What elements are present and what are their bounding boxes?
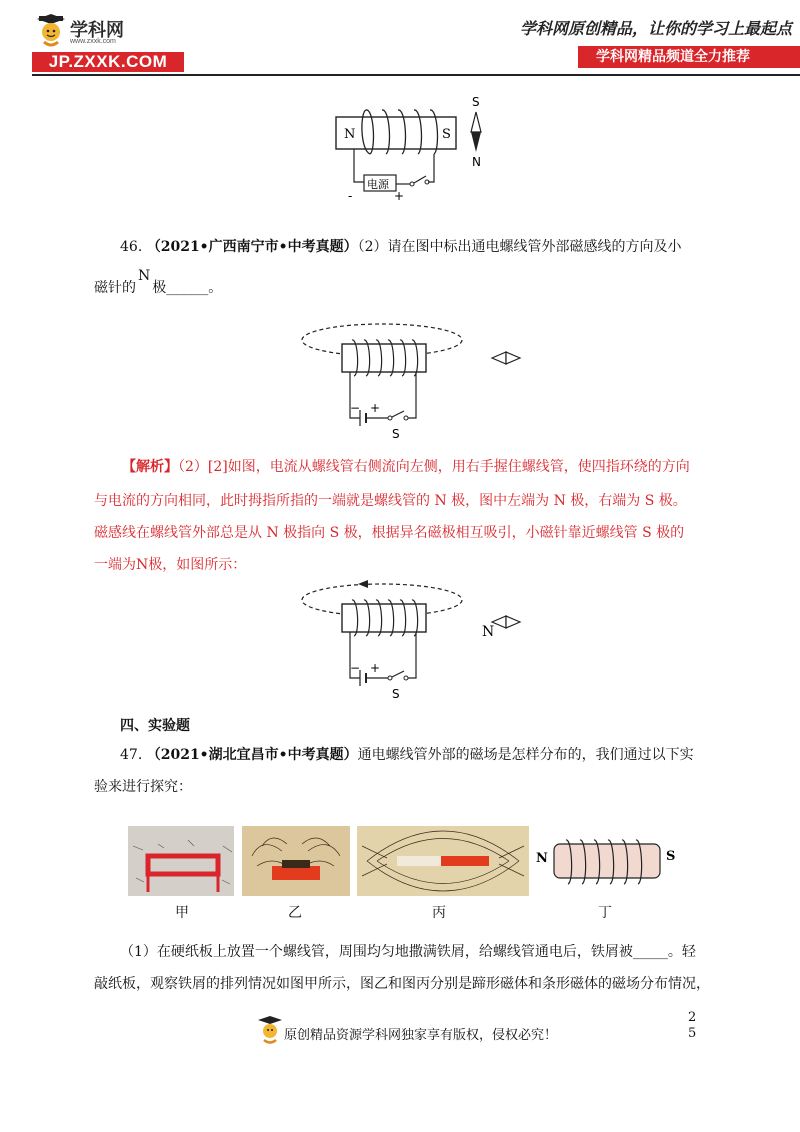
fig1-plus: +	[394, 189, 405, 203]
fig3-plus: +	[370, 661, 381, 675]
figure-solenoid-1	[330, 90, 500, 205]
page-number-top: 2	[688, 1010, 697, 1025]
fig3-S-label: S	[392, 687, 400, 701]
analysis-line3: 磁感线在螺线管外部总是从 N 极指向 S 极，根据异名磁极相互吸引，小磁针靠近螺线管 S 极的	[94, 525, 685, 541]
fig3-minus: −	[350, 661, 361, 675]
figure-solenoid-2	[296, 318, 536, 443]
needle-S-label: S	[472, 95, 480, 109]
q46-number: 46.	[120, 239, 143, 255]
figure-ding	[534, 832, 684, 892]
q46-N-small: N	[138, 268, 151, 284]
footer-copyright: 原创精品资源学科网独家享有版权，侵权必究！	[284, 1028, 558, 1043]
fig2-plus: +	[370, 401, 381, 415]
logo-url: www.zxxk.com	[70, 38, 116, 45]
fig1-source-label: 电源	[367, 178, 389, 191]
caption-ding: 丁	[598, 905, 612, 921]
q47-source: （2021•湖北宜昌市•中考真题）	[146, 747, 358, 763]
analysis-tag: 【解析】	[122, 459, 178, 475]
fig1-N-label: N	[344, 127, 356, 142]
analysis-text1: （2）[2]如图，电流从螺线管右侧流向左侧，用右手握住螺线管，使四指环绕的方向	[178, 459, 690, 475]
q46-line1	[120, 237, 682, 257]
fig3-N-label: N	[482, 624, 495, 640]
q46-text2a: 磁针的	[94, 280, 136, 296]
fig2-minus: −	[350, 401, 361, 415]
q46-source: （2021•广西南宁市•中考真题）	[146, 239, 358, 255]
caption-jia: 甲	[175, 905, 189, 921]
ding-N-label: N	[536, 851, 548, 866]
needle-N-label: N	[472, 155, 481, 169]
logo-icon	[36, 14, 66, 48]
q47-number: 47.	[120, 747, 143, 763]
caption-bing: 丙	[432, 905, 446, 921]
header-slogan: 学科网原创精品，让你的学习上最起点	[520, 19, 793, 38]
q46-text2b: 极______。	[152, 280, 223, 296]
q47-paragraph-1: （1）在硬纸板上放置一个螺线管，周围均匀地撒满铁屑，给螺线管通电后，铁屑被_____。轻	[120, 944, 696, 960]
fig1-S-label: S	[442, 127, 451, 142]
photo-jia	[128, 826, 234, 896]
figure-solenoid-3	[296, 578, 536, 703]
q47-paragraph-2: 敲纸板，观察铁屑的排列情况如图甲所示，图乙和图丙分别是蹄形磁体和条形磁体的磁场分布情况，	[94, 976, 710, 992]
header-banner[interactable]: 学科网精品频道全力推荐	[578, 46, 800, 68]
q47-line2: 验来进行探究：	[94, 779, 192, 795]
caption-yi: 乙	[288, 905, 302, 921]
photo-yi	[242, 826, 350, 896]
q46-line2	[94, 268, 223, 298]
logo-name: 学科网	[70, 20, 124, 40]
q47-line1	[120, 745, 694, 765]
analysis-line2: 与电流的方向相同，此时拇指所指的一端就是螺线管的 N 极，图中左端为 N 极，右端为 S 极。	[94, 493, 687, 509]
footer-logo-icon	[258, 1016, 282, 1046]
fig1-minus: -	[348, 189, 353, 203]
fig2-S-label: S	[392, 427, 400, 441]
analysis-line4: 一端为N极，如图所示：	[94, 557, 247, 573]
logo-domain[interactable]: JP.ZXXK.COM	[32, 52, 184, 72]
q47-text1: 通电螺线管外部的磁场是怎样分布的，我们通过以下实	[357, 747, 694, 763]
section-title: 四、实验题	[120, 718, 190, 734]
header-divider	[32, 74, 800, 76]
q46-text1: （2）请在图中标出通电螺线管外部磁感线的方向及小	[357, 239, 682, 255]
ding-S-label: S	[666, 849, 676, 864]
photo-bing	[357, 826, 529, 896]
analysis-line1	[122, 457, 690, 477]
page-number-bottom: 5	[688, 1026, 697, 1041]
